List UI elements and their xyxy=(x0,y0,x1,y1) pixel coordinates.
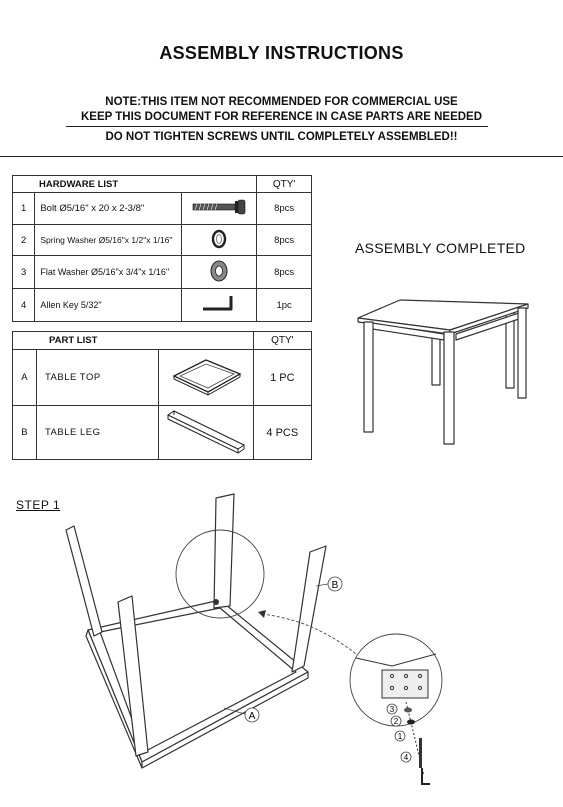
part-qty: 4 PCS xyxy=(253,406,311,460)
hardware-row xyxy=(13,289,312,322)
hardware-row xyxy=(13,193,312,225)
diagram-label-b: B xyxy=(331,580,339,591)
bolt-icon xyxy=(181,193,256,225)
part-row xyxy=(13,406,312,460)
flat-washer-icon xyxy=(181,256,256,289)
diagram-label-3: 3 xyxy=(389,705,395,714)
part-name: TABLE TOP xyxy=(36,350,158,406)
part-list-table xyxy=(12,331,312,460)
hardware-qty: 8pcs xyxy=(257,225,312,256)
hardware-num: 3 xyxy=(13,256,35,289)
hardware-name: Bolt Ø5/16" x 20 x 2-3/8" xyxy=(35,193,182,225)
hardware-row xyxy=(13,256,312,289)
hardware-num: 4 xyxy=(13,289,35,322)
part-list-header: PART LIST xyxy=(13,332,254,350)
hardware-qty-header: QTY' xyxy=(257,176,312,193)
hardware-qty: 8pcs xyxy=(257,256,312,289)
note-keep-document: KEEP THIS DOCUMENT FOR REFERENCE IN CASE PARTS ARE NEEDED xyxy=(80,111,483,123)
hardware-name: Flat Washer Ø5/16"x 3/4"x 1/16" xyxy=(35,256,182,289)
note-do-not-tighten: DO NOT TIGHTEN SCREWS UNTIL COMPLETELY ASSEMBLED!! xyxy=(105,131,458,143)
table-top-icon xyxy=(158,350,253,406)
page-title: ASSEMBLY INSTRUCTIONS xyxy=(159,43,404,63)
hardware-name: Spring Washer Ø5/16"x 1/2"x 1/16" xyxy=(35,225,182,256)
allen-key-icon xyxy=(181,289,256,322)
step-1-diagram xyxy=(40,490,460,790)
hardware-qty: 1pc xyxy=(257,289,312,322)
part-qty-header: QTY' xyxy=(253,332,311,350)
completed-table-illustration xyxy=(352,290,542,450)
part-qty: 1 PC xyxy=(253,350,311,406)
part-name: TABLE LEG xyxy=(36,406,158,460)
hardware-list-table xyxy=(12,175,312,322)
diagram-label-4: 4 xyxy=(403,753,409,762)
hardware-list-header: HARDWARE LIST xyxy=(13,176,257,193)
part-letter: A xyxy=(13,350,37,406)
note-commercial-use: NOTE:THIS ITEM NOT RECOMMENDED FOR COMMERCIAL USE xyxy=(105,96,458,108)
diagram-label-1: 1 xyxy=(397,732,403,741)
hardware-name: Allen Key 5/32" xyxy=(35,289,182,322)
spring-washer-icon xyxy=(181,225,256,256)
hardware-num: 2 xyxy=(13,225,35,256)
diagram-label-a: A xyxy=(248,711,256,722)
part-row xyxy=(13,350,312,406)
hardware-row xyxy=(13,225,312,256)
part-letter: B xyxy=(13,406,37,460)
hardware-num: 1 xyxy=(13,193,35,225)
table-leg-icon xyxy=(158,406,253,460)
hardware-qty: 8pcs xyxy=(257,193,312,225)
step-1-label: STEP 1 xyxy=(16,498,61,512)
header-divider xyxy=(0,156,563,157)
note-divider xyxy=(66,126,488,127)
diagram-label-2: 2 xyxy=(393,717,399,726)
assembly-completed-label: ASSEMBLY COMPLETED xyxy=(355,240,526,256)
